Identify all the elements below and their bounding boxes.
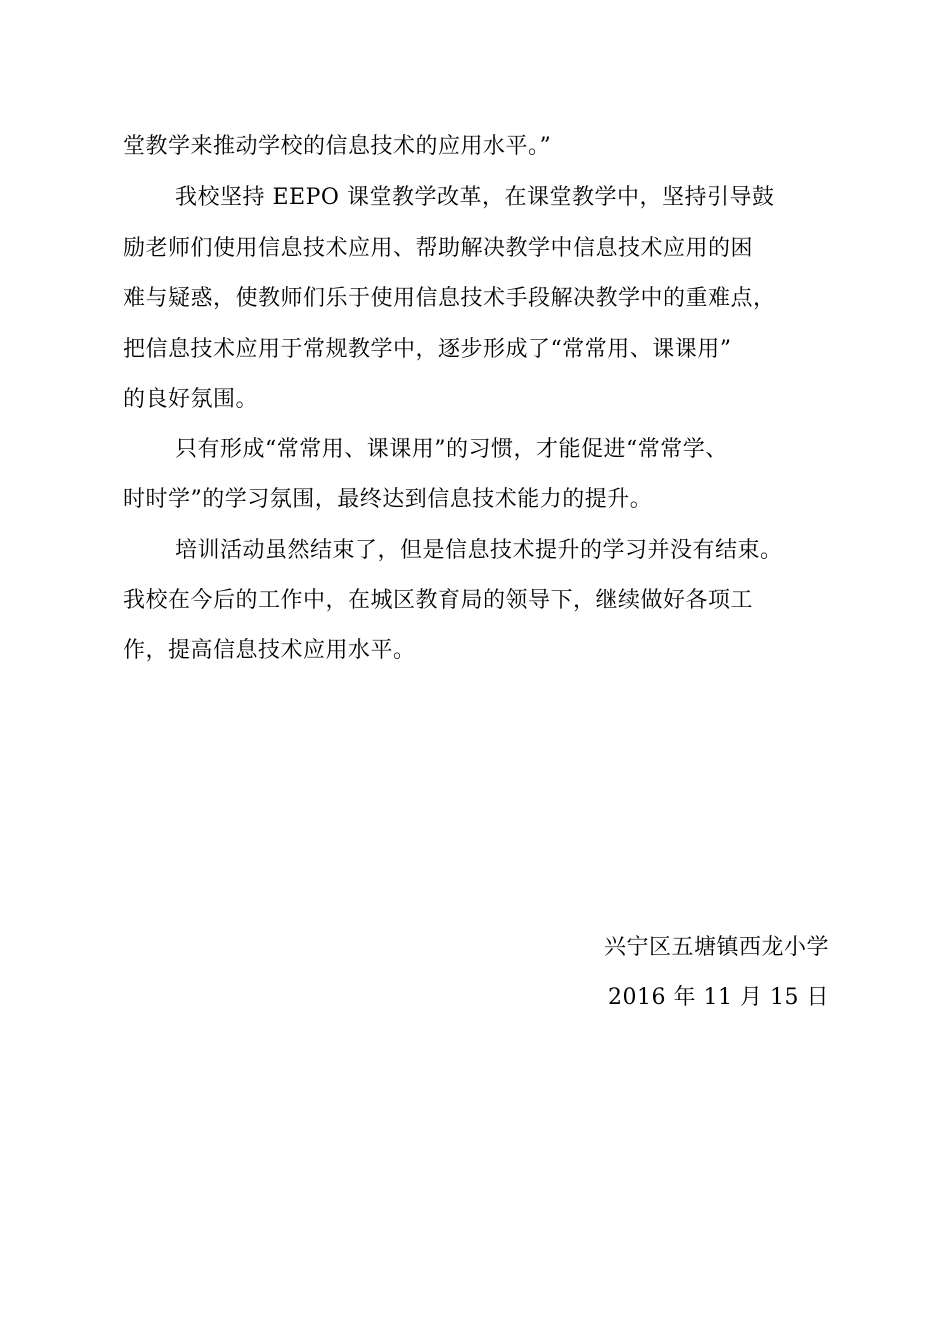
paragraph-1-line-1: 堂教学来推动学校的信息技术的应用水平。” [123,134,552,159]
signature-date: 2016 年 11 月 15 日 [608,985,829,1010]
paragraph-4-line-1: 培训活动虽然结束了，但是信息技术提升的学习并没有结束。 [175,538,783,563]
paragraph-2-line-4: 把信息技术应用于常规教学中，逐步形成了“常常用、课课用” [123,337,732,362]
paragraph-2-line-5: 的良好氛围。 [123,387,259,412]
paragraph-4-line-3: 作，提高信息技术应用水平。 [123,638,416,663]
paragraph-2-line-3: 难与疑惑，使教师们乐于使用信息技术手段解决教学中的重难点， [123,286,776,311]
paragraph-4-line-2: 我校在今后的工作中，在城区教育局的领导下，继续做好各项工 [123,588,754,613]
paragraph-2-line-1: 我校坚持 EEPO 课堂教学改革，在课堂教学中，坚持引导鼓 [175,185,775,210]
paragraph-3-line-2: 时时学”的学习氛围，最终达到信息技术能力的提升。 [123,487,653,512]
paragraph-3-line-1: 只有形成“常常用、课课用”的习惯，才能促进“常常学、 [175,437,728,462]
paragraph-2-line-2: 励老师们使用信息技术应用、帮助解决教学中信息技术应用的困 [123,236,754,261]
signature-organization: 兴宁区五塘镇西龙小学 [603,935,829,960]
